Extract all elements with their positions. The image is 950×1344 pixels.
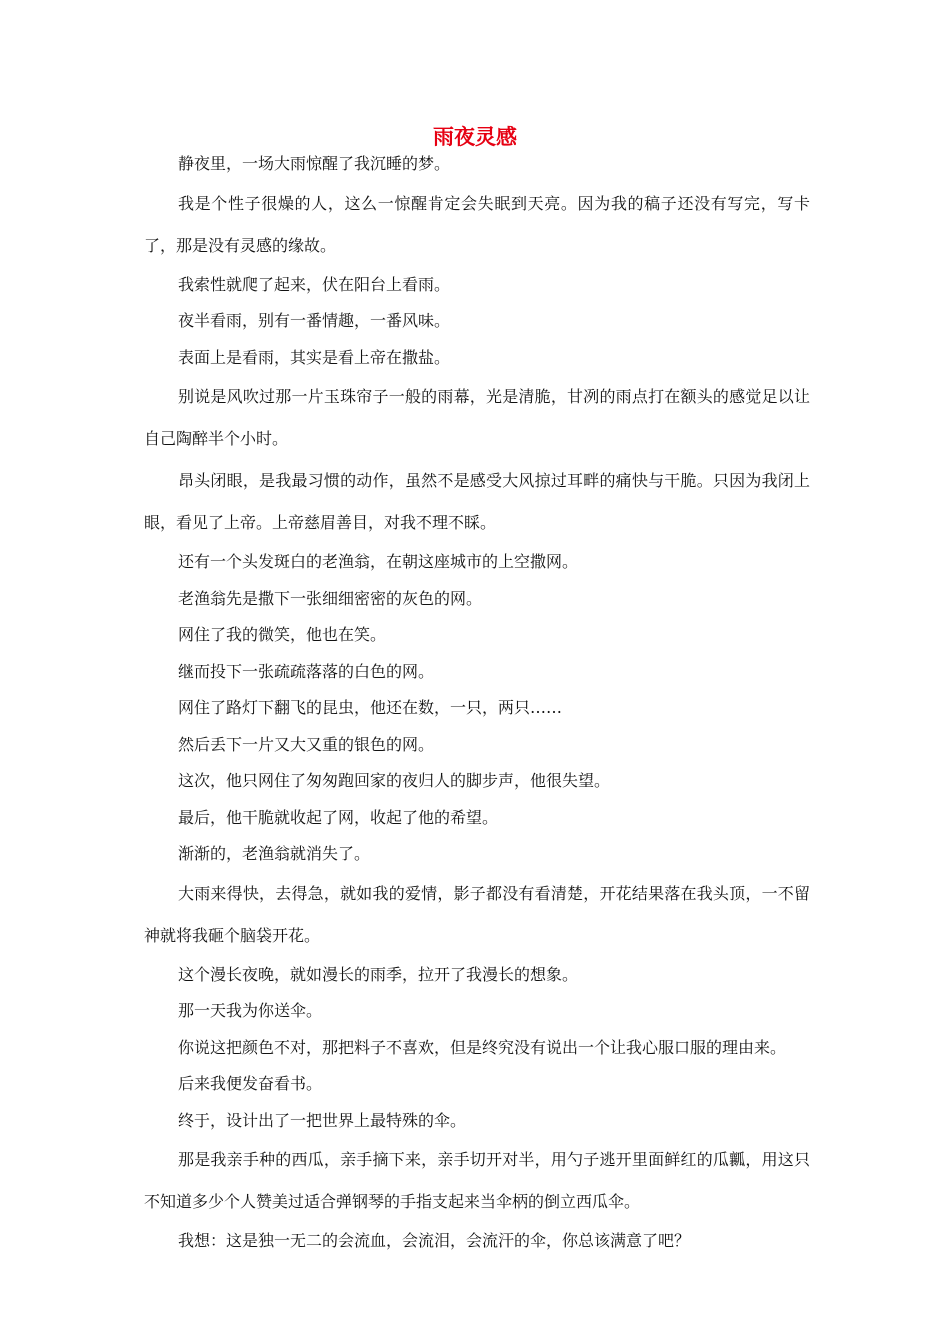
paragraph: 别说是风吹过那一片玉珠帘子一般的雨幕，光是清脆，甘冽的雨点打在额头的感觉足以让自己陶醉半个小时。 xyxy=(144,387,810,448)
paragraph: 我索性就爬了起来，伏在阳台上看雨。 xyxy=(178,274,451,294)
paragraph: 大雨来得快，去得急，就如我的爱情，影子都没有看清楚，开花结果落在我头顶，一不留神就将我砸个脑袋开花。 xyxy=(144,883,810,945)
paragraph: 后来我便发奋看书。 xyxy=(178,1074,323,1093)
paragraph: 渐渐的，老渔翁就消失了。 xyxy=(178,844,371,863)
paragraph: 终于，设计出了一把世界上最特殊的伞。 xyxy=(178,1110,467,1130)
paragraph: 静夜里，一场大雨惊醒了我沉睡的梦。 xyxy=(178,154,451,173)
paragraph: 夜半看雨，别有一番情趣，一番风味。 xyxy=(178,311,451,330)
document-body xyxy=(144,146,810,1260)
paragraph: 昂头闭眼，是我最习惯的动作，虽然不是感受大风掠过耳畔的痛快与干脆。只因为我闭上眼，看见了上帝。上帝慈眉善目，对我不理不睬。 xyxy=(144,471,810,532)
paragraph: 网住了路灯下翻飞的昆虫，他还在数，一只，两只…… xyxy=(178,698,563,717)
paragraph: 还有一个头发斑白的老渔翁，在朝这座城市的上空撒网。 xyxy=(178,552,579,571)
paragraph: 最后，他干脆就收起了网，收起了他的希望。 xyxy=(178,807,499,827)
paragraph: 然后丢下一片又大又重的银色的网。 xyxy=(178,734,435,754)
paragraph: 老渔翁先是撒下一张细细密密的灰色的网。 xyxy=(178,588,483,608)
paragraph: 那是我亲手种的西瓜，亲手摘下来，亲手切开对半，用勺子逃开里面鲜红的瓜瓤，用这只不知道多少个人赞美过适合弹钢琴的手指支起来当伞柄的倒立西瓜伞。 xyxy=(144,1150,810,1211)
paragraph: 表面上是看雨，其实是看上帝在撒盐。 xyxy=(178,347,451,367)
paragraph: 继而投下一张疏疏落落的白色的网。 xyxy=(178,661,435,681)
paragraph: 我是个性子很燥的人，这么一惊醒肯定会失眠到天亮。因为我的稿子还没有写完，写卡了，那是没有灵感的缘故。 xyxy=(144,193,810,255)
paragraph: 我想：这是独一无二的会流血，会流泪，会流汗的伞，你总该满意了吧？ xyxy=(178,1231,691,1250)
paragraph: 你说这把颜色不对，那把料子不喜欢，但是终究没有说出一个让我心服口服的理由来。 xyxy=(178,1037,787,1057)
paragraph: 网住了我的微笑，他也在笑。 xyxy=(178,625,387,644)
document-title: 雨夜灵感 xyxy=(433,125,517,149)
paragraph: 这个漫长夜晚，就如漫长的雨季，拉开了我漫长的想象。 xyxy=(178,964,579,984)
paragraph: 那一天我为你送伞。 xyxy=(178,1001,323,1020)
paragraph: 这次，他只网住了匆匆跑回家的夜归人的脚步声，他很失望。 xyxy=(178,771,611,790)
